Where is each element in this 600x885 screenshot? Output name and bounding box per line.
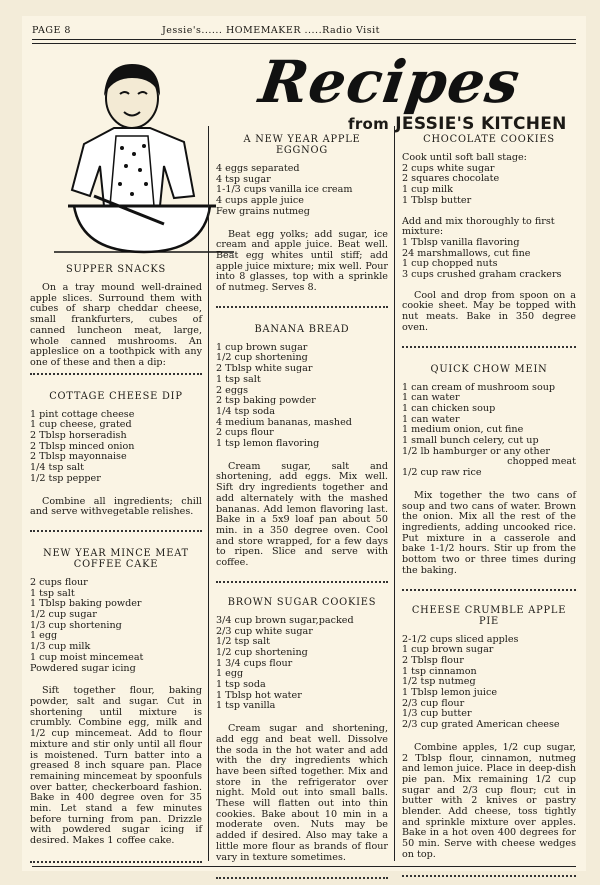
header-rule-thin (32, 43, 576, 44)
recipe-title: BANANA BREAD (254, 323, 350, 335)
header-rule (32, 39, 576, 40)
recipe-mince-meat-coffee-cake (30, 548, 202, 847)
recipe-chocolate-cookies (402, 134, 576, 334)
column-3 (402, 134, 576, 877)
recipe-title: QUICK CHOW MEIN (430, 363, 548, 375)
recipe-supper-snacks (30, 264, 202, 369)
ingredient-list: 2-1/2 cups sliced apples 1 cup brown sugar 2 Tblsp flour 1 tsp cinnamon 1/2 tsp nutmeg 1 Tblsp lemon juice 2/3 cup flour 1/3 cup butter 2/3 cup grated American cheese (402, 633, 560, 731)
recipe-body: Cream sugar and shortening, add egg and beat well. Dissolve the soda in the hot water and add with the dry ingredients which have been sifted together. Mix and store in the refrigerator over night. Mold out into small balls. These will flatten out into thin cookies. Bake about 10 min in a moderate oven. Nuts may be added if desired. Also may take a little more flour as brands of flour vary in texture sometimes. (216, 723, 388, 863)
recipe-cheese-crumble-apple-pie (402, 605, 576, 861)
recipe-apple-eggnog (216, 134, 388, 294)
dotted-divider (216, 877, 388, 879)
masthead (240, 48, 576, 144)
recipe-title: COTTAGE CHEESE DIP (49, 390, 183, 402)
recipe-cottage-cheese-dip (30, 391, 202, 518)
recipe-title: NEW YEAR MINCE MEAT (43, 547, 189, 559)
recipe-title: BROWN SUGAR COOKIES (227, 596, 377, 608)
dotted-divider (402, 589, 576, 591)
recipe-body: Cream sugar, salt and shortening, add eggs. Mix well. Sift dry ingredients together and add alternately with the mashed bananas. Add lemon flavoring last. Bake in a 5x9 loaf pan about 50 min. in a 350 degree oven. Cool and store wrapped, for a few days to ripen. Slice and serve with coffee. (216, 460, 388, 569)
dotted-divider (216, 306, 388, 308)
recipe-quick-chow-mein (402, 364, 576, 577)
recipe-body: Cool and drop from spoon on a cookie sheet. May be topped with nut meats. Bake in 350 degree oven. (402, 289, 576, 333)
recipe-brown-sugar-cookies (216, 597, 388, 863)
recipe-banana-bread (216, 324, 388, 569)
ingredient-list: 1 can cream of mushroom soup 1 can water 1 can chicken soup 1 can water 1 medium onion, cut fine 1 small bunch celery, cut up 1/2 lb hamburger or any other chopped meat 1/2 cup raw rice (402, 381, 576, 479)
masthead-title: Recipes (255, 48, 525, 116)
recipe-title: CHOCOLATE COOKIES (423, 134, 555, 145)
recipe-instruction: Add and mix thoroughly to first mixture: (402, 215, 555, 238)
dotted-divider (402, 346, 576, 348)
dotted-divider (30, 861, 202, 863)
ingredient-list: 2 cups flour 1 tsp salt 1 Tblsp baking powder 1/2 cup sugar 1/3 cup shortening 1 egg 1/3 cup milk 1 cup moist mincemeat Powdered sugar icing (30, 576, 144, 674)
page-number: PAGE 8 (32, 24, 71, 36)
dotted-divider (30, 373, 202, 375)
recipe-body: Mix together the two cans of soup and two cans of water. Brown the onion. Mix all the rest of the ingredients, adding uncooked rice. Put mixture in a casserole and bake 1-1/2 hours. Stir up from the bottom two or three times during the baking. (402, 489, 576, 576)
header-title: Jessie's...... HOMEMAKER .....Radio Visit (162, 24, 380, 36)
page-sheet (22, 16, 586, 871)
ingredient-list: 1 cup brown sugar 1/2 cup shortening 2 Tblsp white sugar 1 tsp salt 2 eggs 2 tsp baking powder 1/4 tsp soda 4 medium bananas, mashed 2 cups flour 1 tsp lemon flavoring (216, 341, 352, 450)
running-header (32, 22, 576, 38)
dotted-divider (402, 875, 576, 877)
recipe-title: SUPPER SNACKS (65, 264, 167, 275)
recipe-body: Sift together flour, baking powder, salt and sugar. Cut in shortening until mixture is crumbly. Combine egg, milk and 1/2 cup mincemeat. Add to flour mixture and stir only until all flour is moistened. Turn batter into a greased 8 inch square pan. Place remaining mincemeat by spoonfuls over batter, checkerboard fashion. Bake in 400 degree oven for 35 min. Let stand a few minutes before turning from pan. Drizzle with powdered sugar icing if desired. Makes 1 coffee cake. (30, 685, 202, 847)
recipe-title: A NEW YEAR APPLE EGGNOG (243, 134, 361, 156)
column-divider-1 (208, 126, 209, 861)
recipe-title: CHEESE CRUMBLE APPLE PIE (411, 604, 567, 627)
ingredient-list-2: 1 Tblsp vanilla flavoring 24 marshmallows, cut fine 1 cup chopped nuts 3 cups crushed graham crackers (402, 236, 562, 281)
dotted-divider (216, 581, 388, 583)
ingredient-list: 1 pint cottage cheese 1 cup cheese, grated 2 Tblsp horseradish 2 Tblsp minced onion 2 Tblsp mayonnaise 1/4 tsp salt 1/2 tsp pepper (30, 408, 135, 484)
column-2 (216, 134, 388, 879)
masthead-subtitle: from JESSIE'S KITCHEN (348, 114, 567, 134)
column-1 (30, 264, 202, 863)
recipe-body: Combine all ingredients; chill and serve withvegetable relishes. (30, 495, 202, 518)
recipe-body: On a tray mound well-drained apple slices. Surround them with cubes of sharp cheddar cheese, small frankfurters, cubes of canned luncheon meat, large, whole canned mushrooms. An appleslice on a toothpick with any one of these and then a dip: (30, 282, 202, 368)
ingredient-list: 2 cups white sugar 2 squares chocolate 1 cup milk 1 Tblsp butter (402, 162, 500, 206)
cook-illustration-image (54, 56, 234, 256)
recipe-title-line-2: COFFEE CAKE (73, 558, 159, 570)
ingredient-list: 4 eggs separated 4 tsp sugar 1-1/3 cups vanilla ice cream 4 cups apple juice Few grains nutmeg (216, 163, 353, 217)
recipe-body: Beat egg yolks; add sugar, ice cream and apple juice. Beat well. Beat egg whites until stiff; add apple juice mixture; mix well. Pour into 8 glasses, top with a sprinkle of nutmeg. Serves 8. (216, 228, 388, 294)
dotted-divider (30, 530, 202, 532)
column-divider-2 (394, 126, 395, 861)
ingredient-list: 3/4 cup brown sugar,packed 2/3 cup white sugar 1/2 tsp salt 1/2 cup shortening 1 3/4 cups flour 1 egg 1 tsp soda 1 Tblsp hot water 1 tsp vanilla (216, 614, 354, 712)
recipe-instruction: Cook until soft ball stage: (402, 152, 527, 163)
recipe-body: Combine apples, 1/2 cup sugar, 2 Tblsp flour, cinnamon, nutmeg and lemon juice. Place in deep-dish pie pan. Mix remaining 1/2 cup sugar and 2/3 cup flour; cut in butter with 2 knives or pastry blender. Add cheese, toss tightly and sprinkle mixture over apples. Bake in a hot oven 400 degrees for 50 min. Serve with cheese wedges on top. (402, 741, 576, 860)
